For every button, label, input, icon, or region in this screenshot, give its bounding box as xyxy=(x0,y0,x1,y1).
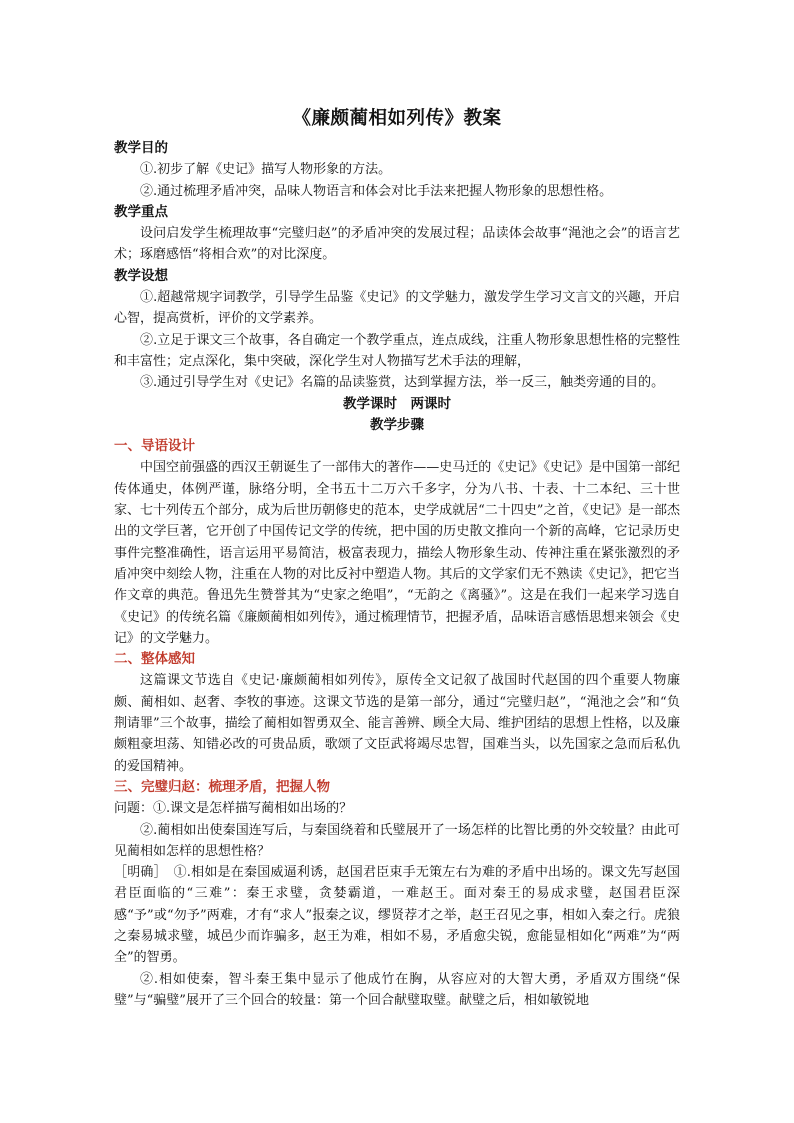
page-title: 《廉颇蔺相如列传》教案 xyxy=(292,108,502,129)
design-item: ①.超越常规字词教学，引导学生品鉴《史记》的文学魅力，激发学生学习文言文的兴趣，开启心智，提高赏析，评价的文学素养。 xyxy=(114,290,680,327)
design-item: ②.立足于课文三个故事，各自确定一个教学重点，连点成线，注重人物形象思想性格的完整性和丰富性；定点深化，集中突破，深化学生对人物描写艺术手法的理解， xyxy=(114,332,680,369)
section2-text: 这篇课文节选自《史记·廉颇蔺相如列传》，原传全文记叙了战国时代赵国的四个重要人物廉颇、蔺相如、赵奢、李牧的事迹。这课文节选的是第一部分，通过“完璧归赵”，“渑池之会”和“负荆请罪”三个故事，描绘了蔺相如智勇双全、能言善辨、顾全大局、维护团结的思想上性格，以及廉颇粗豪坦荡、知错必改的可贵品质，歌颂了文臣武将竭尽忠智，国难当头，以先国家之急而后私仇的爱国精神。 xyxy=(114,673,680,774)
goal-item: ②.通过梳理矛盾冲突，品味人物语言和体会对比手法来把握人物形象的思想性格。 xyxy=(140,183,613,199)
answer-2: ②.相如使秦，智斗秦王集中显示了他成竹在胸，从容应对的大智大勇，矛盾双方围绕“保璧”与“骗璧”展开了三个回合的较量：第一个回合献璧取璧。献璧之后，相如敏锐地 xyxy=(114,971,680,1008)
section1-heading: 一、导语设计 xyxy=(114,438,195,455)
section1-text: 中国空前强盛的西汉王朝诞生了一部伟大的著作——史马迁的《史记》《史记》是中国第一部纪传体通史，体例严谨，脉络分明，全书五十二万六千多字，分为八书、十表、十二本纪、三十世家、七十列传五个部分，成为后世历朝修史的范本，史学成就居“二十四史”之首，《史记》是一部杰出的文学巨著，它开创了中国传记文学的传统，把中国的历史散文推向一个新的高峰，它记录历史事件完整准确性，语言运用平易简洁，极富表现力，描绘人物形象生动、传神注重在紧张激烈的矛盾冲突中刻绘人物，注重在人物的对比反衬中塑造人物。其后的文学家们无不熟读《史记》，把它当作文章的典范。鲁迅先生赞誉其为“史家之绝唱”，“无韵之《离骚》”。这是在我们一起来学习选自《史记》的传统名篇《廉颇蔺相如列传》，通过梳理情节，把握矛盾，品味语言感悟思想来领会《史记》的文学魅力。 xyxy=(114,460,680,646)
focus-text: 设问启发学生梳理故事“完璧归赵”的矛盾冲突的发展过程；品读体会故事“渑池之会”的语言艺术；琢磨感悟“将相合欢”的对比深度。 xyxy=(114,226,680,263)
teaching-steps-heading: 教学步骤 xyxy=(370,416,424,433)
focus-heading: 教学重点 xyxy=(114,203,168,220)
document-body xyxy=(114,138,680,1011)
section2-heading: 二、整体感知 xyxy=(114,651,195,668)
answer-1: ［明确］ ①.相如是在秦国威逼利诱，赵国君臣束手无策左右为难的矛盾中出场的。课文先写赵国君臣面临的“三难”：秦王求璧，贪婪霸道，一难赵王。面对秦王的易成求璧，赵国君臣深感“予”或“勿予”两难，才有“求人”报秦之议，缪贤荐才之举，赵王召见之事，相如入秦之行。虎狼之秦易城求璧，城邑少而诈骗多，赵王为难，相如不易，矛盾愈尖锐，愈能显相如化“两难”为“两全”的智勇。 xyxy=(114,865,680,966)
design-heading: 教学设想 xyxy=(114,267,168,284)
teaching-hours: 教学课时 两课时 xyxy=(343,395,451,412)
goal-item: ①.初步了解《史记》描写人物形象的方法。 xyxy=(140,162,392,178)
section3-heading: 三、完璧归赵：梳理矛盾，把握人物 xyxy=(114,778,330,795)
design-item: ③.通过引导学生对《史记》名篇的品读鉴赏，达到掌握方法，举一反三，触类旁通的目的。 xyxy=(140,375,665,391)
question-2: ②.蔺相如出使秦国连写后，与秦国绕着和氏璧展开了一场怎样的比智比勇的外交较量？由此可见蔺相如怎样的思想性格？ xyxy=(114,822,680,859)
question-1: 问题：①.课文是怎样描写蔺相如出场的？ xyxy=(114,801,353,817)
goals-heading: 教学目的 xyxy=(114,140,168,156)
